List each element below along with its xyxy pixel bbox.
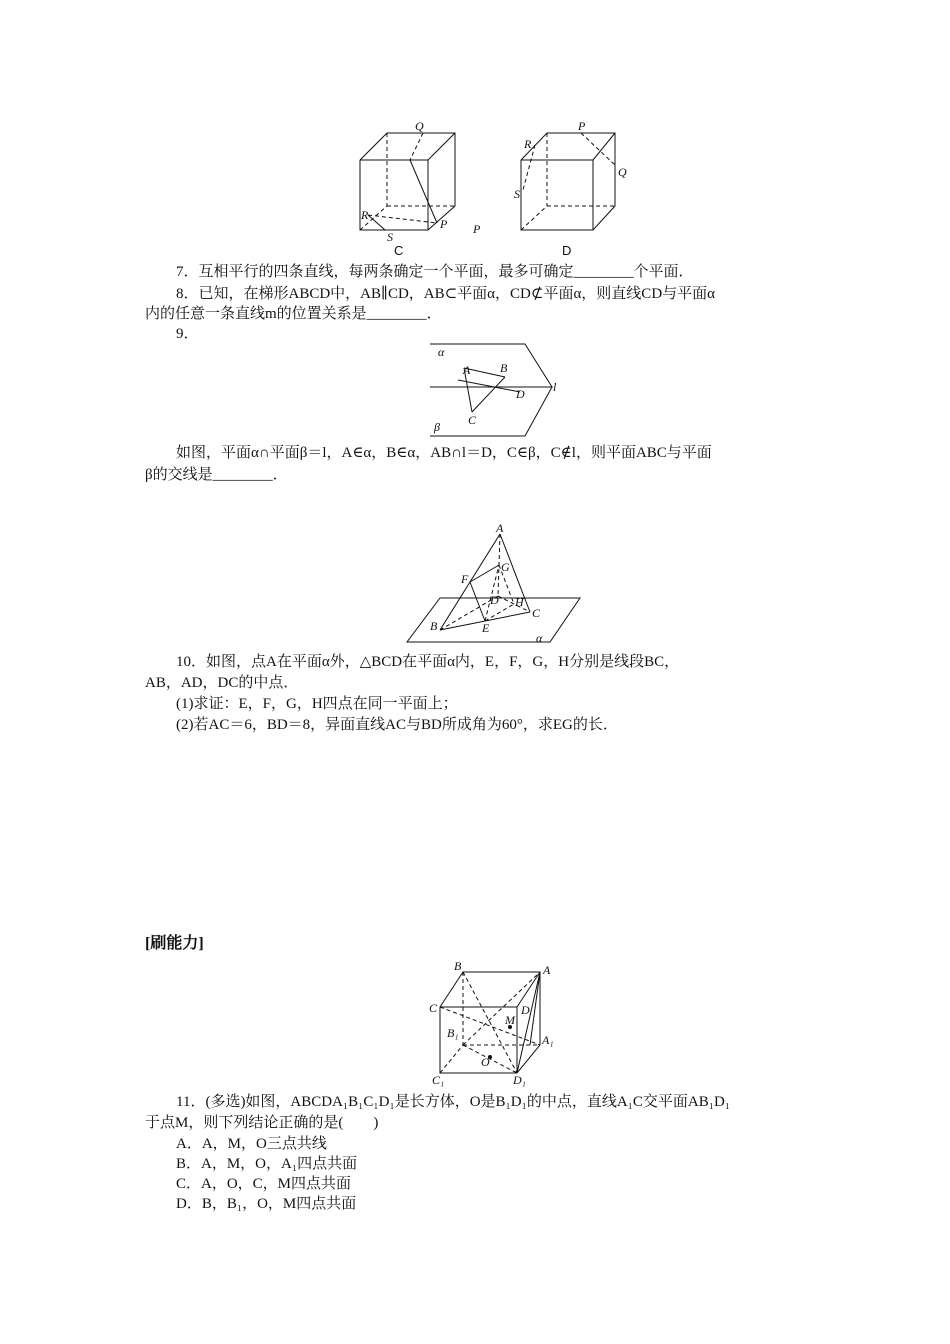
- fig11-label-c1: C₁: [432, 1073, 445, 1087]
- figure-11: [420, 960, 570, 1088]
- question-11-option-a: A．A，M，O三点共线: [176, 1136, 327, 1152]
- figure-10: [400, 522, 590, 650]
- fig11-label-a: A: [543, 963, 551, 977]
- fig10-label-b: B: [430, 619, 438, 633]
- fig9-label-c: C: [468, 413, 477, 427]
- cubes-middle-label-p: P: [473, 222, 481, 236]
- question-11-option-d: D．B，B₁，O，M四点共面: [176, 1196, 357, 1212]
- fig10-label-f: F: [461, 572, 469, 586]
- question-9-line-1: 如图，平面α∩平面β＝l，A∈α，B∈α，AB∩l＝D，C∈β，C∉l，则平面ABC与平面: [176, 445, 712, 461]
- cube-left-caption: C: [394, 243, 404, 258]
- fig9-label-beta: β: [434, 420, 440, 434]
- question-10-line-2: AB，AD，DC的中点．: [145, 675, 299, 691]
- cube-left-label-r: R: [361, 208, 369, 222]
- fig11-label-b1: B₁: [447, 1026, 459, 1040]
- cube-left-label-q: Q: [415, 119, 424, 133]
- cube-right-label-q: Q: [618, 165, 627, 179]
- fig9-label-l: l: [553, 380, 557, 394]
- cube-right-label-s: S: [514, 187, 520, 201]
- question-11-line-1: 11．(多选)如图，ABCDA₁B₁C₁D₁是长方体，O是B₁D₁的中点，直线A₁C交平面AB₁D₁: [176, 1094, 731, 1110]
- fig9-label-alpha: α: [438, 345, 445, 359]
- question-9-number: 9．: [176, 326, 199, 342]
- fig9-label-b: B: [500, 361, 508, 375]
- fig11-label-o: O: [481, 1055, 490, 1069]
- fig11-label-b: B: [454, 960, 462, 973]
- fig10-label-d: D: [490, 593, 499, 607]
- question-11-line-2: 于点M，则下列结论正确的是( ): [145, 1115, 379, 1131]
- question-9-line-2: β的交线是________．: [145, 467, 288, 483]
- cube-left: [360, 133, 455, 230]
- fig10-label-g: G: [501, 560, 510, 574]
- cube-left-label-p: P: [440, 217, 448, 231]
- fig11-label-a1: A₁: [542, 1033, 554, 1047]
- question-10-part-1: (1)求证：E，F，G，H四点在同一平面上；: [176, 696, 458, 712]
- cube-left-label-s: S: [387, 230, 393, 244]
- question-11-option-b: B．A，M，O，A₁四点共面: [176, 1156, 358, 1172]
- question-10-part-2: (2)若AC＝6，BD＝8，异面直线AC与BD所成角为60°，求EG的长．: [176, 717, 618, 733]
- fig10-label-h: H: [515, 595, 524, 609]
- fig10-label-c: C: [532, 606, 541, 620]
- fig11-label-c: C: [429, 1001, 438, 1015]
- fig10-label-alpha: α: [536, 631, 543, 645]
- section-heading: [刷能力]: [145, 935, 204, 952]
- cube-right-label-r: R: [524, 137, 532, 151]
- question-10-line-1: 10．如图，点A在平面α外，△BCD在平面α内，E，F，G，H分别是线段BC，: [176, 654, 680, 670]
- fig10-label-e: E: [482, 621, 490, 635]
- cube-right-caption: D: [562, 243, 572, 258]
- cube-right-label-p: P: [578, 119, 586, 133]
- question-8-line-1: 8．已知，在梯形ABCD中，AB∥CD，AB⊂平面α，CD⊄平面α，则直线CD与平面α: [176, 286, 716, 302]
- fig9-label-d: D: [516, 387, 525, 401]
- fig9-label-a: A: [463, 363, 471, 377]
- fig10-label-a: A: [496, 522, 504, 535]
- question-11-option-c: C．A，O，C，M四点共面: [176, 1176, 352, 1192]
- fig11-label-m: M: [505, 1013, 515, 1027]
- fig11-label-d1: D₁: [513, 1073, 526, 1087]
- cubes-figure: [345, 118, 645, 260]
- question-7: 7．互相平行的四条直线，每两条确定一个平面，最多可确定________个平面．: [176, 264, 694, 280]
- fig11-label-d: D: [521, 1003, 530, 1017]
- question-8-line-2: 内的任意一条直线m的位置关系是________．: [145, 306, 442, 322]
- figure-9: [420, 340, 570, 440]
- cube-right: [521, 133, 615, 230]
